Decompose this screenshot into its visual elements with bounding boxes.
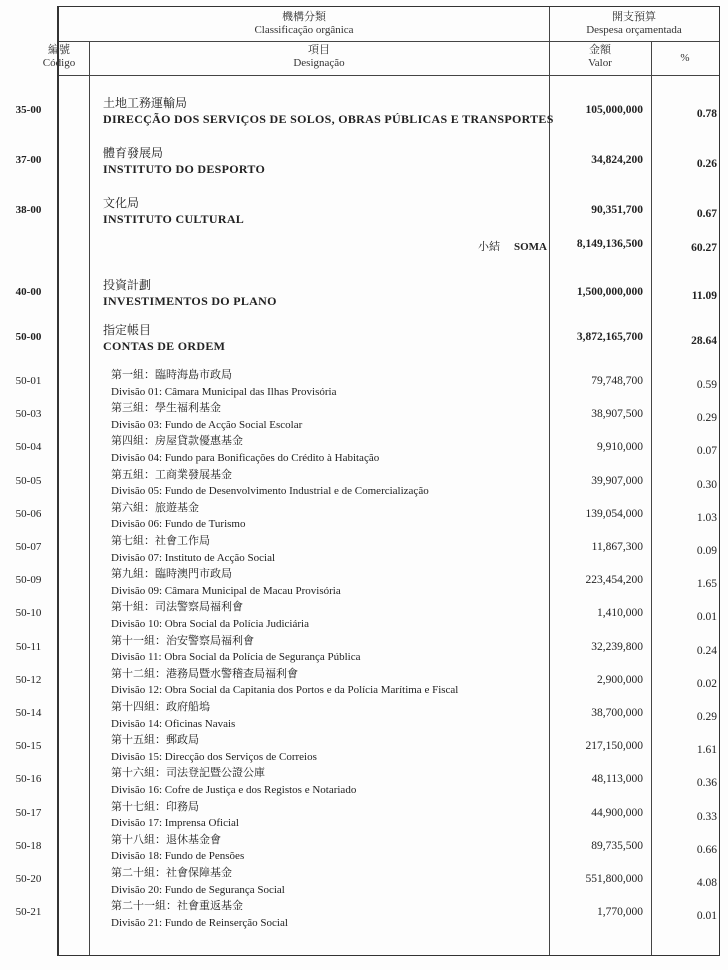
- row-percent: 0.09: [696, 545, 717, 557]
- row-value: 9,910,000: [597, 441, 643, 454]
- designation-zh: 第十五組：郵政局: [111, 734, 199, 747]
- header-zh: 機構分類: [282, 11, 326, 23]
- row-percent: 0.07: [696, 445, 717, 458]
- row-code: 50-10: [15, 607, 42, 620]
- row-value: 89,735,500: [591, 839, 643, 852]
- header-value: [549, 44, 651, 70]
- designation-pt: CONTAS DE ORDEM: [103, 339, 226, 353]
- row-percent: 0.78: [696, 108, 717, 120]
- row-designation: [103, 277, 277, 309]
- row-designation: [111, 633, 360, 666]
- row-code: 50-04: [15, 441, 42, 454]
- header-zh: 開支預算: [612, 11, 656, 23]
- row-designation: [111, 467, 429, 500]
- row-value: 1,500,000,000: [576, 286, 643, 298]
- header-pt: Despesa orçamentada: [586, 24, 682, 36]
- row-designation: [111, 566, 341, 599]
- designation-zh: 第十七組：印務局: [111, 800, 199, 813]
- row-value: 44,900,000: [591, 806, 643, 819]
- designation-zh: 第一組：臨時海島市政局: [111, 369, 232, 381]
- row-designation: [111, 433, 379, 466]
- designation-zh: 第二十組：社會保障基金: [111, 867, 232, 879]
- row-value: 223,454,200: [585, 574, 643, 587]
- designation-zh: 第三組：學生福利基金: [111, 402, 221, 415]
- soma-percent: 60.27: [691, 242, 717, 254]
- designation-zh: 第九組：臨時澳門市政局: [111, 568, 232, 581]
- designation-pt: INSTITUTO DO DESPORTO: [103, 162, 266, 176]
- designation-pt: INSTITUTO CULTURAL: [103, 212, 245, 226]
- header-pt: Valor: [588, 57, 612, 69]
- row-value: 39,907,000: [591, 474, 643, 487]
- row-percent: 0.02: [696, 677, 717, 690]
- row-value: 1,410,000: [597, 607, 643, 620]
- soma-zh: 小結: [478, 241, 500, 253]
- row-code: 50-06: [15, 507, 42, 520]
- row-value: 79,748,700: [591, 375, 643, 387]
- designation-zh: 文化局: [103, 196, 140, 210]
- designation-pt: DIRECÇÃO DOS SERVIÇOS DE SOLOS, OBRAS PÚBLICAS E TRANSPORTES: [103, 112, 554, 126]
- header-zh: 項目: [308, 44, 330, 56]
- row-code: 50-01: [15, 375, 42, 387]
- row-percent: 0.67: [696, 208, 717, 220]
- designation-pt: Divisão 16: Cofre de Justiça e dos Registos e Notariado: [111, 783, 357, 796]
- row-value: 105,000,000: [585, 104, 643, 116]
- header-pt: Código: [42, 57, 76, 69]
- row-designation: [111, 799, 239, 832]
- designation-pt: Divisão 11: Obra Social da Polícia de Segurança Pública: [111, 651, 361, 664]
- designation-pt: INVESTIMENTOS DO PLANO: [103, 294, 277, 308]
- designation-zh: 第十八組：退休基金會: [111, 833, 221, 846]
- row-value: 217,150,000: [585, 740, 643, 753]
- designation-zh: 第十四組：政府船塢: [111, 701, 210, 713]
- header-designation: [89, 44, 549, 70]
- row-percent: 0.59: [696, 379, 717, 391]
- row-designation: [103, 95, 554, 127]
- row-percent: 0.36: [696, 777, 717, 790]
- header-pt: Classificação orgânica: [254, 24, 354, 36]
- row-value: 11,867,300: [591, 541, 643, 553]
- divider: [89, 41, 90, 955]
- row-value: 3,872,165,700: [576, 331, 643, 343]
- row-designation: [103, 145, 265, 177]
- row-value: 38,907,500: [591, 408, 643, 421]
- row-designation: [103, 322, 225, 354]
- designation-zh: 第十二組：港務局暨水警稽查局福利會: [111, 667, 298, 680]
- row-value: 48,113,000: [591, 773, 643, 786]
- row-percent: 1.03: [696, 511, 717, 524]
- row-designation: [111, 599, 309, 632]
- header-percent: %: [680, 52, 690, 64]
- row-percent: 0.29: [696, 711, 717, 723]
- row-value: 551,800,000: [585, 873, 643, 885]
- row-value: 1,770,000: [597, 906, 643, 919]
- row-value: 34,824,200: [591, 154, 643, 166]
- designation-pt: Divisão 04: Fundo para Bonificações do Crédito à Habitação: [111, 451, 380, 464]
- divider: [59, 75, 719, 76]
- row-code: 35-00: [15, 104, 42, 116]
- row-percent: 0.66: [696, 843, 717, 856]
- designation-pt: Divisão 03: Fundo de Acção Social Escolar: [111, 418, 303, 431]
- designation-pt: Divisão 12: Obra Social da Capitania dos Portos e da Polícia Marítima e Fiscal: [111, 684, 459, 697]
- designation-pt: Divisão 01: Câmara Municipal das Ilhas Provisória: [111, 385, 337, 398]
- row-code: 50-07: [15, 541, 42, 553]
- designation-zh: 第二十一組：社會重返基金: [111, 900, 243, 913]
- row-percent: 0.01: [696, 910, 717, 923]
- designation-zh: 第十一組：治安警察局福利會: [111, 634, 254, 647]
- designation-pt: Divisão 21: Fundo de Reinserção Social: [111, 916, 288, 929]
- designation-zh: 第六組：旅遊基金: [111, 501, 199, 514]
- row-code: 50-21: [15, 906, 42, 919]
- budget-table: [15, 6, 720, 956]
- row-designation: [111, 500, 245, 533]
- row-code: 50-15: [15, 740, 42, 753]
- row-value: 38,700,000: [591, 707, 643, 719]
- row-designation: [111, 666, 458, 699]
- designation-zh: 體育發展局: [103, 146, 164, 160]
- designation-zh: 指定帳目: [103, 323, 152, 337]
- header-zh: 編號: [48, 44, 70, 56]
- row-designation: [111, 765, 356, 798]
- row-percent: 0.29: [696, 412, 717, 425]
- designation-pt: Divisão 20: Fundo de Segurança Social: [111, 883, 285, 896]
- row-percent: 0.30: [696, 478, 717, 491]
- designation-zh: 第五組：工商業發展基金: [111, 468, 232, 481]
- row-percent: 0.01: [696, 611, 717, 624]
- row-code: 50-17: [15, 806, 42, 819]
- row-code: 50-14: [15, 707, 42, 719]
- row-code: 38-00: [15, 204, 42, 216]
- designation-zh: 第七組：社會工作局: [111, 535, 210, 547]
- row-percent: 0.24: [696, 644, 717, 657]
- row-code: 50-20: [15, 873, 42, 885]
- row-code: 40-00: [15, 286, 42, 298]
- designation-zh: 土地工務運輸局: [103, 96, 188, 110]
- row-percent: 0.26: [696, 158, 717, 170]
- row-percent: 11.09: [691, 290, 717, 302]
- designation-pt: Divisão 09: Câmara Municipal de Macau Provisória: [111, 584, 341, 597]
- header-budget: [549, 11, 719, 37]
- row-code: 50-03: [15, 408, 42, 421]
- row-designation: [111, 898, 288, 931]
- row-value: 139,054,000: [585, 507, 643, 520]
- row-code: 50-09: [15, 574, 42, 587]
- header-classification: [59, 11, 549, 37]
- designation-pt: Divisão 17: Imprensa Oficial: [111, 817, 239, 830]
- row-designation: [111, 699, 235, 732]
- code-column-left: [0, 6, 58, 956]
- row-designation: [111, 367, 336, 400]
- row-code: 50-18: [15, 839, 42, 852]
- soma-pt: SOMA: [514, 241, 547, 253]
- row-designation: [103, 195, 244, 227]
- row-percent: 1.65: [696, 578, 717, 591]
- row-value: 2,900,000: [597, 673, 643, 686]
- designation-pt: Divisão 10: Obra Social da Polícia Judiciária: [111, 617, 309, 630]
- designation-zh: 第四組：房屋貸款優惠基金: [111, 435, 243, 448]
- row-code: 50-16: [15, 773, 42, 786]
- row-designation: [111, 400, 302, 433]
- designation-zh: 第十組：司法警察局福利會: [111, 601, 243, 614]
- header-zh: 金額: [589, 44, 611, 56]
- designation-pt: Divisão 07: Instituto de Acção Social: [111, 551, 276, 564]
- soma-value: 8,149,136,500: [576, 238, 643, 250]
- row-code: 50-11: [15, 640, 42, 653]
- designation-pt: Divisão 05: Fundo de Desenvolvimento Industrial e de Comercialização: [111, 485, 429, 498]
- designation-pt: Divisão 15: Direcção dos Serviços de Correios: [111, 750, 317, 763]
- row-percent: 0.33: [696, 810, 717, 823]
- row-percent: 4.08: [696, 877, 717, 889]
- divider: [59, 41, 719, 42]
- row-percent: 1.61: [696, 744, 717, 757]
- row-designation: [111, 832, 244, 865]
- header-pt: Designação: [293, 57, 345, 69]
- designation-zh: 第十六組：司法登記暨公證公庫: [111, 767, 265, 780]
- designation-pt: Divisão 14: Oficinas Navais: [111, 717, 236, 730]
- row-code: 37-00: [15, 154, 42, 166]
- row-value: 90,351,700: [591, 204, 643, 216]
- row-value: 32,239,800: [591, 640, 643, 653]
- row-percent: 28.64: [691, 335, 717, 347]
- row-designation: [111, 865, 285, 898]
- designation-pt: Divisão 06: Fundo de Turismo: [111, 518, 246, 531]
- designation-zh: 投資計劃: [103, 278, 152, 292]
- row-code: 50-05: [15, 474, 42, 487]
- row-designation: [111, 732, 317, 765]
- soma-label: [478, 238, 547, 254]
- designation-pt: Divisão 18: Fundo de Pensões: [111, 850, 245, 863]
- row-designation: [111, 533, 275, 566]
- row-code: 50-12: [15, 673, 42, 686]
- row-code: 50-00: [15, 331, 42, 343]
